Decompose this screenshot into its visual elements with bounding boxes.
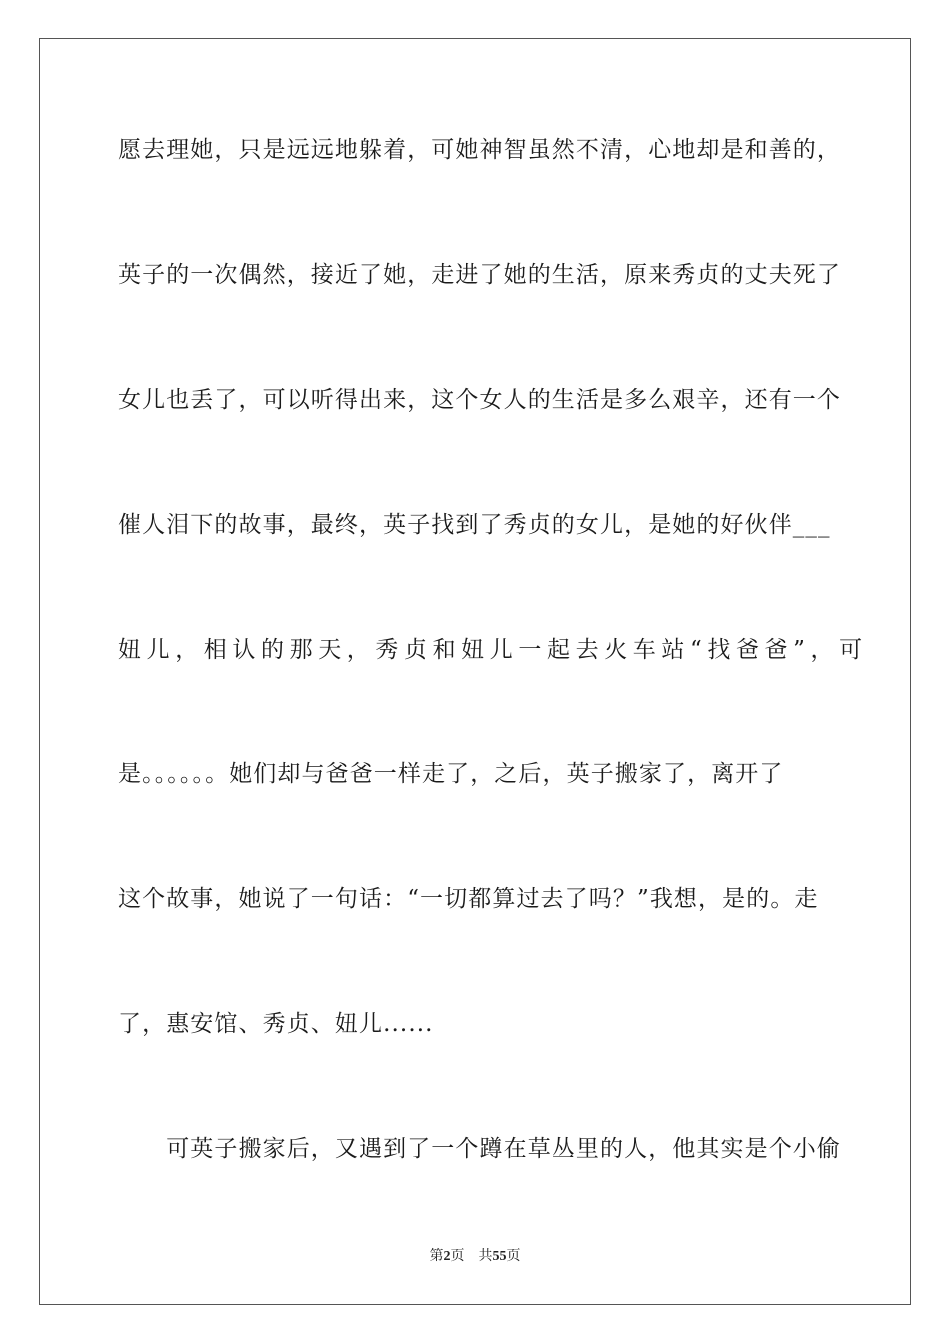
body-line-1: 愿去理她，只是远远地躲着，可她神智虽然不清，心地却是和善的， (118, 137, 841, 163)
page-label-prefix: 第 (429, 1248, 444, 1264)
total-label-suffix: 页 (506, 1248, 521, 1264)
total-pages-number: 55 (492, 1249, 507, 1264)
page-label-suffix: 页 (450, 1248, 465, 1264)
body-line-4: 催人泪下的故事，最终，英子找到了秀贞的女儿，是她的好伙伴___ (118, 512, 831, 538)
page-footer (0, 1246, 950, 1267)
body-line-6: 是。。。。。。她们却与爸爸一样走了，之后，英子搬家了，离开了 (118, 761, 784, 787)
body-line-3: 女儿也丢了，可以听得出来，这个女人的生活是多么艰辛，还有一个 (118, 387, 841, 413)
body-line-7: 这个故事，她说了一句话：“一切都算过去了吗？”我想，是的。走 (118, 886, 819, 912)
paragraph-start-line: 可英子搬家后，又遇到了一个蹲在草丛里的人，他其实是个小偷 (118, 1136, 841, 1162)
body-line-5: 妞儿，相认的那天，秀贞和妞儿一起去火车站“找爸爸”，可 (118, 637, 868, 663)
current-page-number: 2 (443, 1249, 451, 1264)
page-border (39, 38, 911, 1305)
total-label-prefix: 共 (478, 1248, 493, 1264)
body-line-8: 了，惠安馆、秀贞、妞儿...... (118, 1011, 434, 1037)
body-line-2: 英子的一次偶然，接近了她，走进了她的生活，原来秀贞的丈夫死了 (118, 262, 841, 288)
